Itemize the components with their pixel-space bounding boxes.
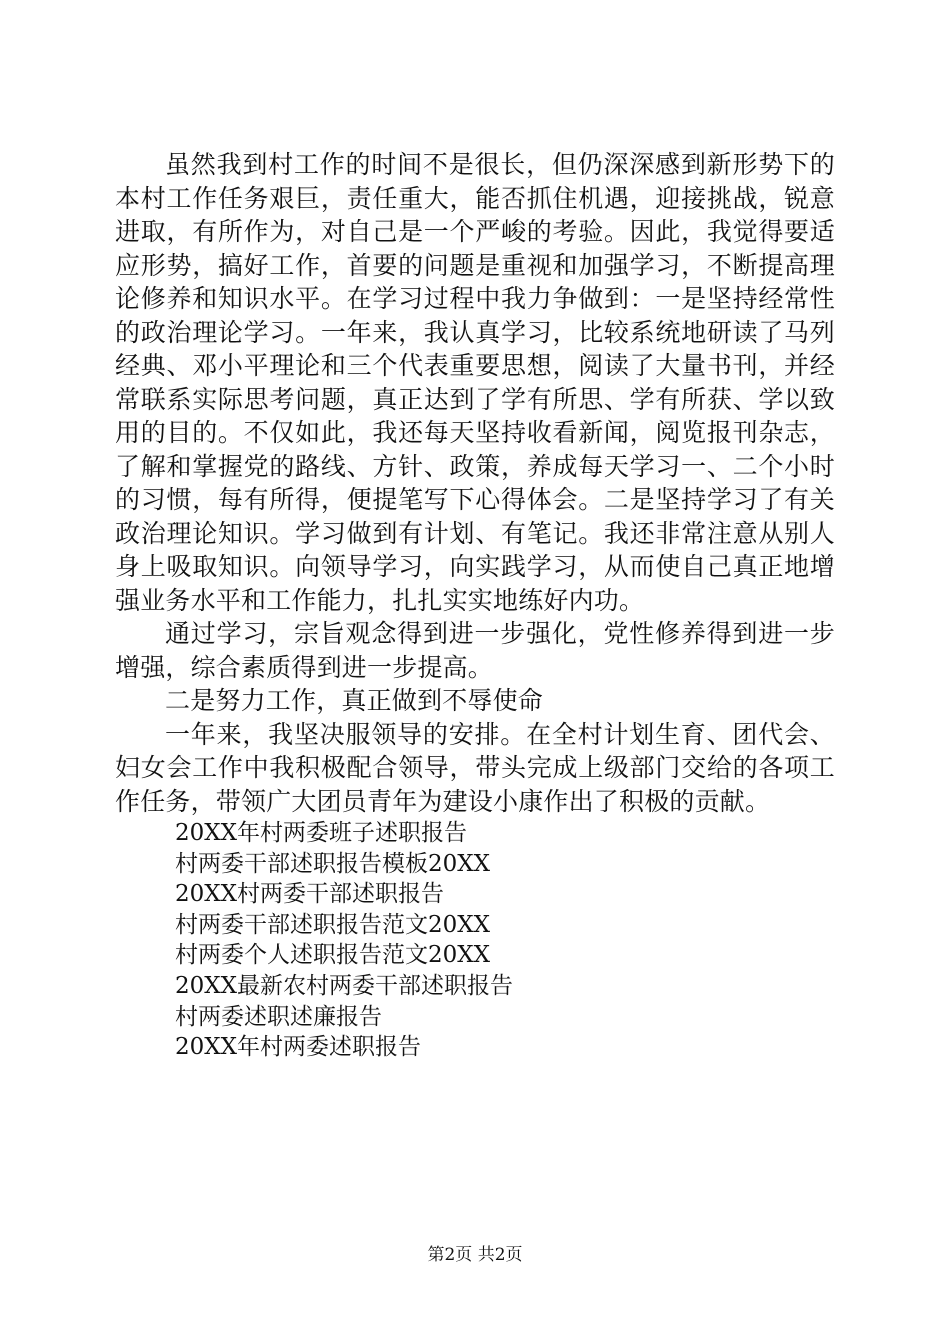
paragraph-study-result: 通过学习，宗旨观念得到进一步强化，党性修养得到进一步增强，综合素质得到进一步提高。 xyxy=(115,619,835,682)
paragraph-section-heading: 二是努力工作，真正做到不辱使命 xyxy=(165,686,544,715)
related-article-link[interactable]: 村两委干部述职报告模板20XX xyxy=(175,850,491,877)
document-body xyxy=(115,148,835,1063)
related-article-link[interactable]: 20XX村两委干部述职报告 xyxy=(175,881,445,908)
related-article-link[interactable]: 20XX最新农村两委干部述职报告 xyxy=(175,972,514,999)
related-article-link[interactable]: 村两委个人述职报告范文20XX xyxy=(175,942,491,969)
related-article-link[interactable]: 20XX年村两委述职报告 xyxy=(175,1034,422,1061)
related-article-link[interactable]: 20XX年村两委班子述职报告 xyxy=(175,820,468,846)
paragraph-work: 一年来，我坚决服领导的安排。在全村计划生育、团代会、妇女会工作中我积极配合领导，带头完成上级部门交给的各项工作任务，带领广大团员青年为建设小康作出了积极的贡献。 xyxy=(115,719,835,816)
page-footer xyxy=(0,1244,950,1266)
related-article-link[interactable]: 村两委述职述廉报告 xyxy=(175,1003,382,1030)
page-number: 第2页 共2页 xyxy=(427,1245,523,1265)
related-article-link[interactable]: 村两委干部述职报告范文20XX xyxy=(175,911,491,938)
related-articles-list xyxy=(115,818,835,1063)
paragraph-study: 虽然我到村工作的时间不是很长，但仍深深感到新形势下的本村工作任务艰巨，责任重大，能否抓住机遇，迎接挑战，锐意进取，有所作为，对自己是一个严峻的考验。因此，我觉得要适应形势，搞好工作，首要的问题是重视和加强学习，不断提高理论修养和知识水平。在学习过程中我力争做到：一是坚持经常性的政治理论学习。一年来，我认真学习，比较系统地研读了马列经典、邓小平理论和三个代表重要思想，阅读了大量书刊，并经常联系实际思考问题，真正达到了学有所思、学有所获、学以致用的目的。不仅如此，我还每天坚持收看新闻，阅览报刊杂志，了解和掌握党的路线、方针、政策，养成每天学习一、二个小时的习惯，每有所得，便提笔写下心得体会。二是坚持学习了有关政治理论知识。学习做到有计划、有笔记。我还非常注意从别人身上吸取知识。向领导学习，向实践学习，从而使自己真正地增强业务水平和工作能力，扎扎实实地练好内功。 xyxy=(115,150,835,615)
